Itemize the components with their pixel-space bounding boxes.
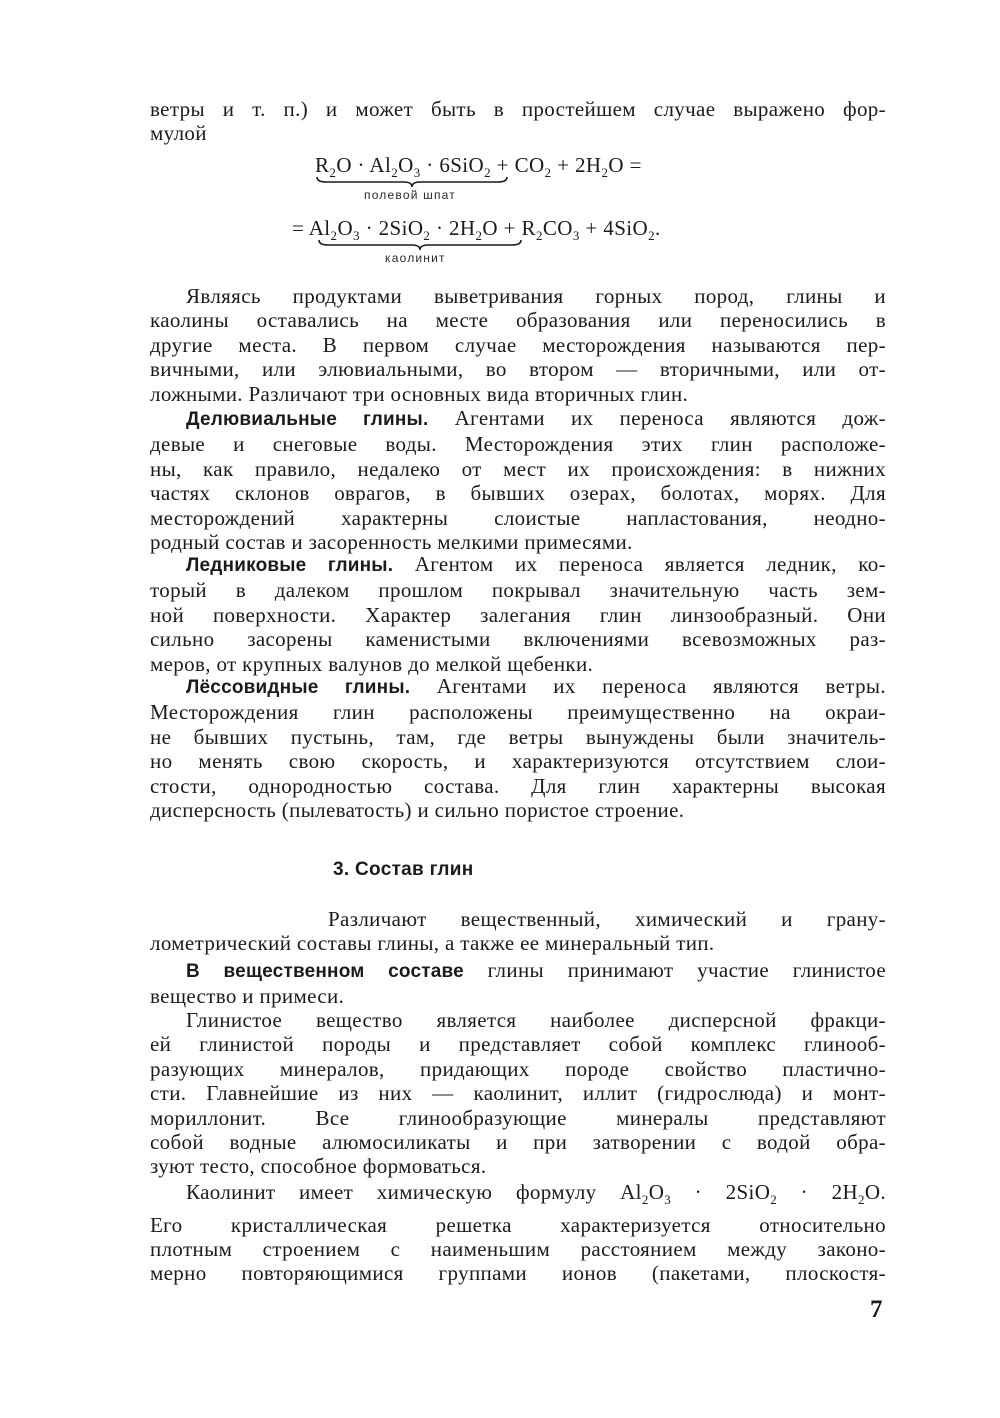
text-line: Месторождения глин расположены преимущественно на окраи- (150, 700, 886, 725)
term-substance: В вещественном составе (186, 961, 464, 982)
composition-paragraph (150, 907, 886, 956)
text-line: ей глинистой породы и представляет собой комплекс глинооб- (150, 1032, 886, 1057)
text-line: Каолинит имеет химическую формулу $Al_2O_3 \cdot 2SiO_2 \cdot 2H_2O$. (186, 1180, 886, 1208)
text-line: другие места. В первом случае месторождения называются пер- (150, 332, 886, 357)
text-line: ной поверхности. Характер залегания глин линзообразный. Они (150, 602, 886, 627)
text-line: частях склонов оврагов, в бывших озерах, болотах, морях. Для (150, 481, 886, 506)
formula-products-rest: + $R_2CO_3 + 4SiO_2$. (503, 216, 661, 244)
deluvial-paragraph (150, 406, 886, 554)
text-line: сти. Главнейшие из них — каолинит, иллит (гидрослюда) и монт- (150, 1081, 886, 1106)
text-line: Различают вещественный, химический и грану- (328, 907, 886, 931)
text-line: собой водные алюмосиликаты и при затворении с водой обра- (150, 1130, 886, 1155)
page-number: 7 (870, 1296, 883, 1323)
text-line: лометрический составы глины, а также ее минеральный тип. (150, 931, 715, 956)
underbrace (318, 239, 522, 251)
text-line: но менять свою скорость, и характеризуются отсутствием слои- (150, 749, 886, 774)
text-line: Глинистое вещество является наиболее дисперсной фракци- (186, 1008, 886, 1032)
text-line: родный состав и засоренность мелкими примесями. (150, 530, 633, 555)
text-line: В вещественном составе глины принимают участие глинистое (186, 958, 886, 982)
clay-substance-paragraph (150, 1008, 886, 1179)
text-line: Ледниковые глины. Агентом их переноса является ледник, ко- (186, 552, 886, 576)
origin-paragraph (150, 284, 886, 406)
substance-paragraph (150, 958, 886, 1009)
section-heading: 3. Состав глин (333, 859, 474, 880)
formula-label-feldspar: полевой шпат (364, 188, 456, 202)
text-line: Являясь продуктами выветривания горных пород, глины и (186, 284, 886, 308)
text-line: девые и снеговые воды. Месторождения этих глин расположе- (150, 432, 886, 457)
underbrace (316, 176, 508, 188)
text-line: каолины оставались на месте образования или переносились в (150, 308, 886, 333)
text-line: Лёссовидные глины. Агентами их переноса являются ветры. (186, 674, 886, 698)
loess-paragraph (150, 674, 886, 822)
text-line: ложными. Различают три основных вида вторичных глин. (150, 381, 689, 406)
text-line: вещество и примеси. (150, 984, 345, 1009)
text-line: месторождений характерны слоистые напластования, неодно- (150, 505, 886, 530)
text-line: ны, как правило, недалеко от мест их происхождения: в нижних (150, 456, 886, 481)
intro-paragraph (150, 97, 886, 146)
term-loess: Лёссовидные глины. (186, 677, 411, 698)
text-line: плотным строением с наименьшим расстоянием между законо- (150, 1237, 886, 1261)
text-line: разующих минералов, придающих породе свойство пластично- (150, 1056, 886, 1081)
text-line: сильно засорены каменистыми включениями всевозможных раз- (150, 627, 886, 652)
text-line: дисперсность (пылеватость) и сильно пористое строение. (150, 798, 685, 823)
glacial-paragraph (150, 552, 886, 676)
formula-feldspar: $R_2O \cdot Al_2O_3 \cdot 6SiO_2$ (315, 153, 492, 181)
text-line: мориллонит. Все глинообразующие минералы представляют (150, 1105, 886, 1130)
formula-kaolinite: = $Al_2O_3 \cdot 2SiO_2 \cdot 2H_2O$ (292, 216, 498, 244)
text-line: Его кристаллическая решетка характеризуется относительно (150, 1212, 886, 1237)
term-glacial: Ледниковые глины. (186, 555, 394, 576)
formula-reactants-rest: + $CO_2 + 2H_2O$ = (496, 153, 642, 181)
kaolinite-paragraph (150, 1180, 886, 1286)
text-line: ветры и т. п.) и может быть в простейшем случае выражено фор- (150, 97, 886, 121)
term-deluvial: Делювиальные глины. (186, 409, 429, 430)
text-line: не бывших пустынь, там, где ветры вынуждены были значитель- (150, 724, 886, 749)
formula-label-kaolinite: каолинит (385, 251, 446, 265)
text-line: Делювиальные глины. Агентами их переноса являются дож- (186, 406, 886, 430)
text-line: зуют тесто, способное формоваться. (150, 1154, 487, 1179)
text-line: меров, от крупных валунов до мелкой щебенки. (150, 651, 594, 676)
text-line: торый в далеком прошлом покрывал значительную часть зем- (150, 578, 886, 603)
text-line: мерно повторяющимися группами ионов (пакетами, плоскостя- (150, 1261, 886, 1286)
kaolinite-formula-inline: $Al_2O_3 \cdot 2SiO_2 \cdot 2H_2O$. (620, 1180, 886, 1208)
text-line: вичными, или элювиальными, во втором — вторичными, или от- (150, 357, 886, 382)
text-line: стости, однородностью состава. Для глин характерны высокая (150, 773, 886, 798)
text-line: мулой (150, 121, 207, 146)
